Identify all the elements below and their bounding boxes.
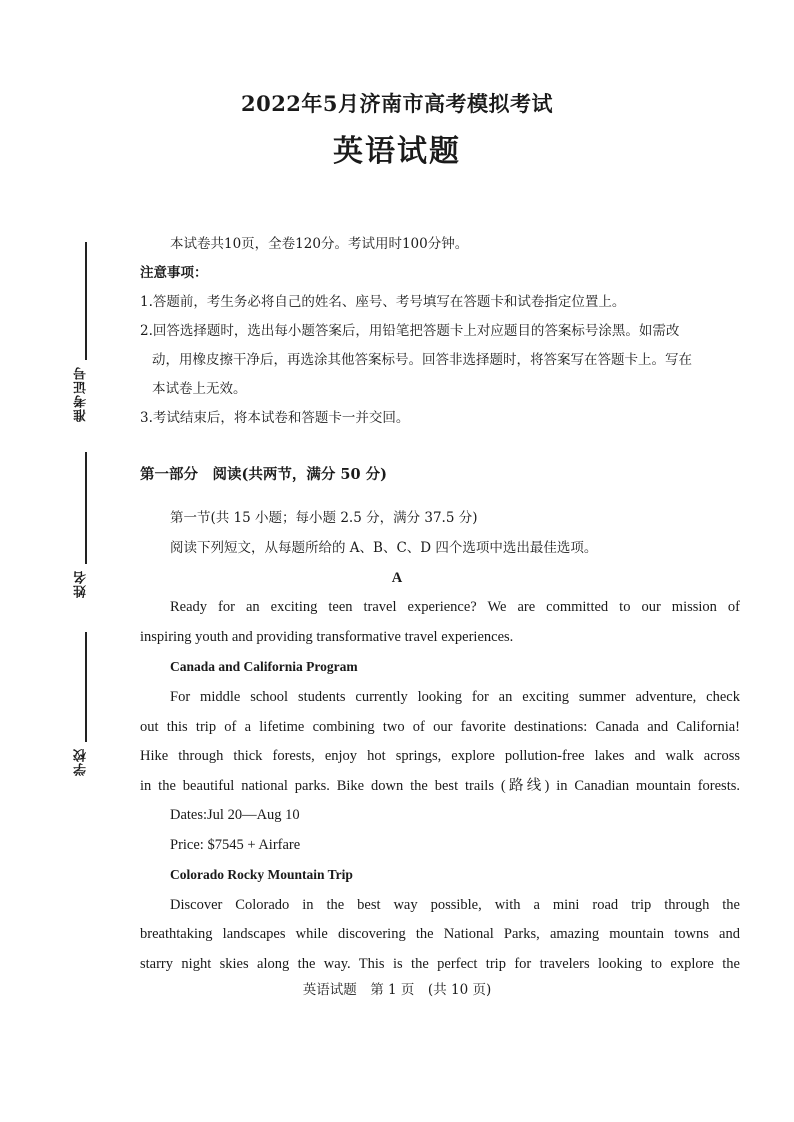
passage-p1-line-1: Ready for an exciting teen travel experience? We are committed to our mission of: [170, 599, 740, 615]
passage-p2-line-1: For middle school students currently looking for an exciting summer adventure, check: [170, 689, 740, 705]
reading-direction: 阅读下列短文，从每题所给的 A、B、C、D 四个选项中选出最佳选项。: [170, 540, 598, 556]
passage-p1-line-2: inspiring youth and providing transformative travel experiences.: [140, 629, 514, 645]
section-1-heading: 第一节(共 15 小题；每小题 2.5 分，满分 37.5 分): [170, 510, 478, 526]
notice-heading: 注意事项：: [140, 265, 208, 281]
exam-title: 2022年5月济南市高考模拟考试: [240, 91, 554, 116]
program-1-dates: Dates:Jul 20—Aug 10: [170, 807, 300, 823]
exam-intro: 本试卷共10页，全卷120分。考试用时100分钟。: [170, 236, 469, 252]
passage-p2-line-4: in the beautiful national parks. Bike down the best trails (路线) in Canadian mountain forests.: [140, 778, 740, 794]
notice-item-1: 1.答题前，考生务必将自己的姓名、座号、考号填写在答题卡和试卷指定位置上。: [140, 294, 626, 310]
notice-item-2-line-2: 动，用橡皮擦干净后，再选涂其他答案标号。回答非选择题时，将答案写在答题卡上。写在: [152, 352, 692, 368]
school-line: [85, 632, 87, 742]
exam-id-line: [85, 242, 87, 360]
passage-label: A: [391, 570, 403, 586]
notice-item-3: 3.考试结束后，将本试卷和答题卡一并交回。: [140, 410, 410, 426]
program-1-title: Canada and California Program: [170, 659, 358, 674]
exam-subtitle: 英语试题: [333, 134, 461, 169]
program-1-price: Price: $7545 + Airfare: [170, 837, 301, 853]
page-footer: 英语试题 第 1 页 (共 10 页): [302, 982, 492, 998]
notice-item-2-line-1: 2.回答选择题时，选出每小题答案后，用铅笔把答题卡上对应题目的答案标号涂黑。如需改: [140, 323, 680, 339]
name-line: [85, 452, 87, 564]
passage-p3-line-3: starry night skies along the way. This is the perfect trip for travelers looking to explore the: [140, 956, 740, 972]
passage-p3-line-1: Discover Colorado in the best way possible, with a mini road trip through the: [170, 897, 740, 913]
program-2-title: Colorado Rocky Mountain Trip: [170, 867, 353, 882]
school-label: 学校: [74, 748, 89, 776]
notice-item-2-line-3: 本试卷上无效。: [152, 381, 247, 397]
exam-id-label: 准考证号: [74, 366, 89, 422]
passage-p2-line-3: Hike through thick forests, enjoy hot springs, explore pollution-free lakes and walk across: [140, 748, 740, 764]
passage-p2-line-2: out this trip of a lifetime combining two of our favorite destinations: Canada and California!: [140, 719, 740, 735]
part-1-heading: 第一部分 阅读(共两节，满分 50 分): [140, 466, 387, 483]
name-label: 姓名: [74, 570, 89, 598]
passage-p3-line-2: breathtaking landscapes while discovering the National Parks, amazing mountain towns and: [140, 926, 740, 942]
